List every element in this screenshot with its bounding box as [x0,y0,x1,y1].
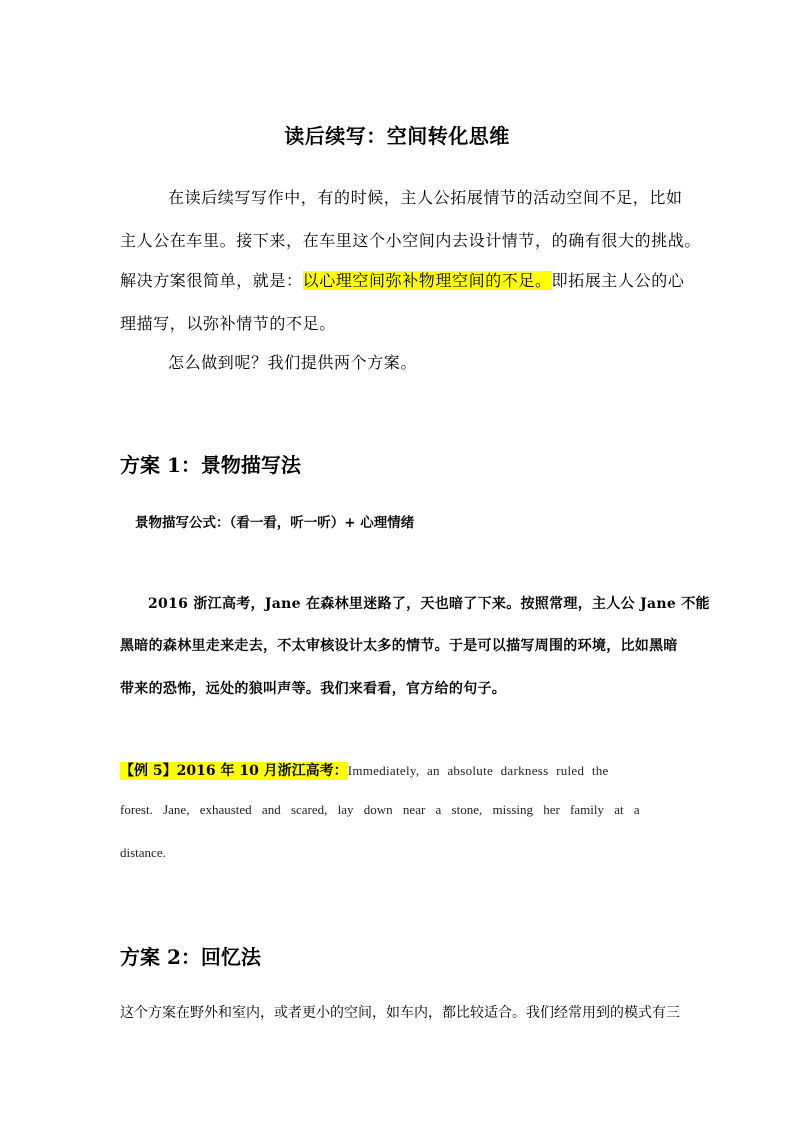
plan1-formula: 景物描写公式：（看一看，听一听）+ 心理情绪 [135,515,415,531]
plan2-para-line-1: 这个方案在野外和室内，或者更小的空间，如车内，都比较适合。我们经常用到的模式有三 [120,1005,680,1021]
example-line-3: distance. [120,845,166,860]
page-title: 读后续写：空间转化思维 [284,124,510,148]
highlighted-key-sentence: 以心理空间弥补物理空间的不足。 [302,271,552,290]
intro-line-4: 理描写，以弥补情节的不足。 [120,314,336,333]
plan1-para-line-3: 带来的恐怖，远处的狼叫声等。我们来看看，官方给的句子。 [120,681,507,697]
plan2-heading: 方案 2：回忆法 [120,945,261,969]
plan1-heading: 方案 1：景物描写法 [120,453,301,477]
intro-line-5: 怎么做到呢？我们提供两个方案。 [168,353,418,372]
intro-line-1: 在读后续写写作中，有的时候，主人公拓展情节的活动空间不足，比如 [168,188,683,207]
plan1-para-line-1: 2016 浙江高考，Jane 在森林里迷路了，天也暗了下来。按照常理，主人公 Jane 不能 [148,596,710,612]
intro-line-2: 主人公在车里。接下来，在车里这个小空间内去设计情节，的确有很大的挑战。 [120,231,702,250]
intro-line-3-tail: 即拓展主人公的心 [551,271,685,290]
intro-line-3 [120,268,684,291]
example-line-1 [120,760,609,780]
plan1-para-line-2: 黑暗的森林里走来走去，不太审核设计太多的情节。于是可以描写周围的环境，比如黑暗 [120,638,678,654]
example-line-2: forest. Jane, exhausted and scared, lay down near a stone, missing her family at a [120,802,640,817]
intro-line-3-lead: 解决方案很简单，就是： [120,271,303,290]
example-label: 【例 5】2016 年 10 月浙江高考： [120,763,348,779]
example-text-1: Immediately, an absolute darkness ruled the [347,763,609,778]
